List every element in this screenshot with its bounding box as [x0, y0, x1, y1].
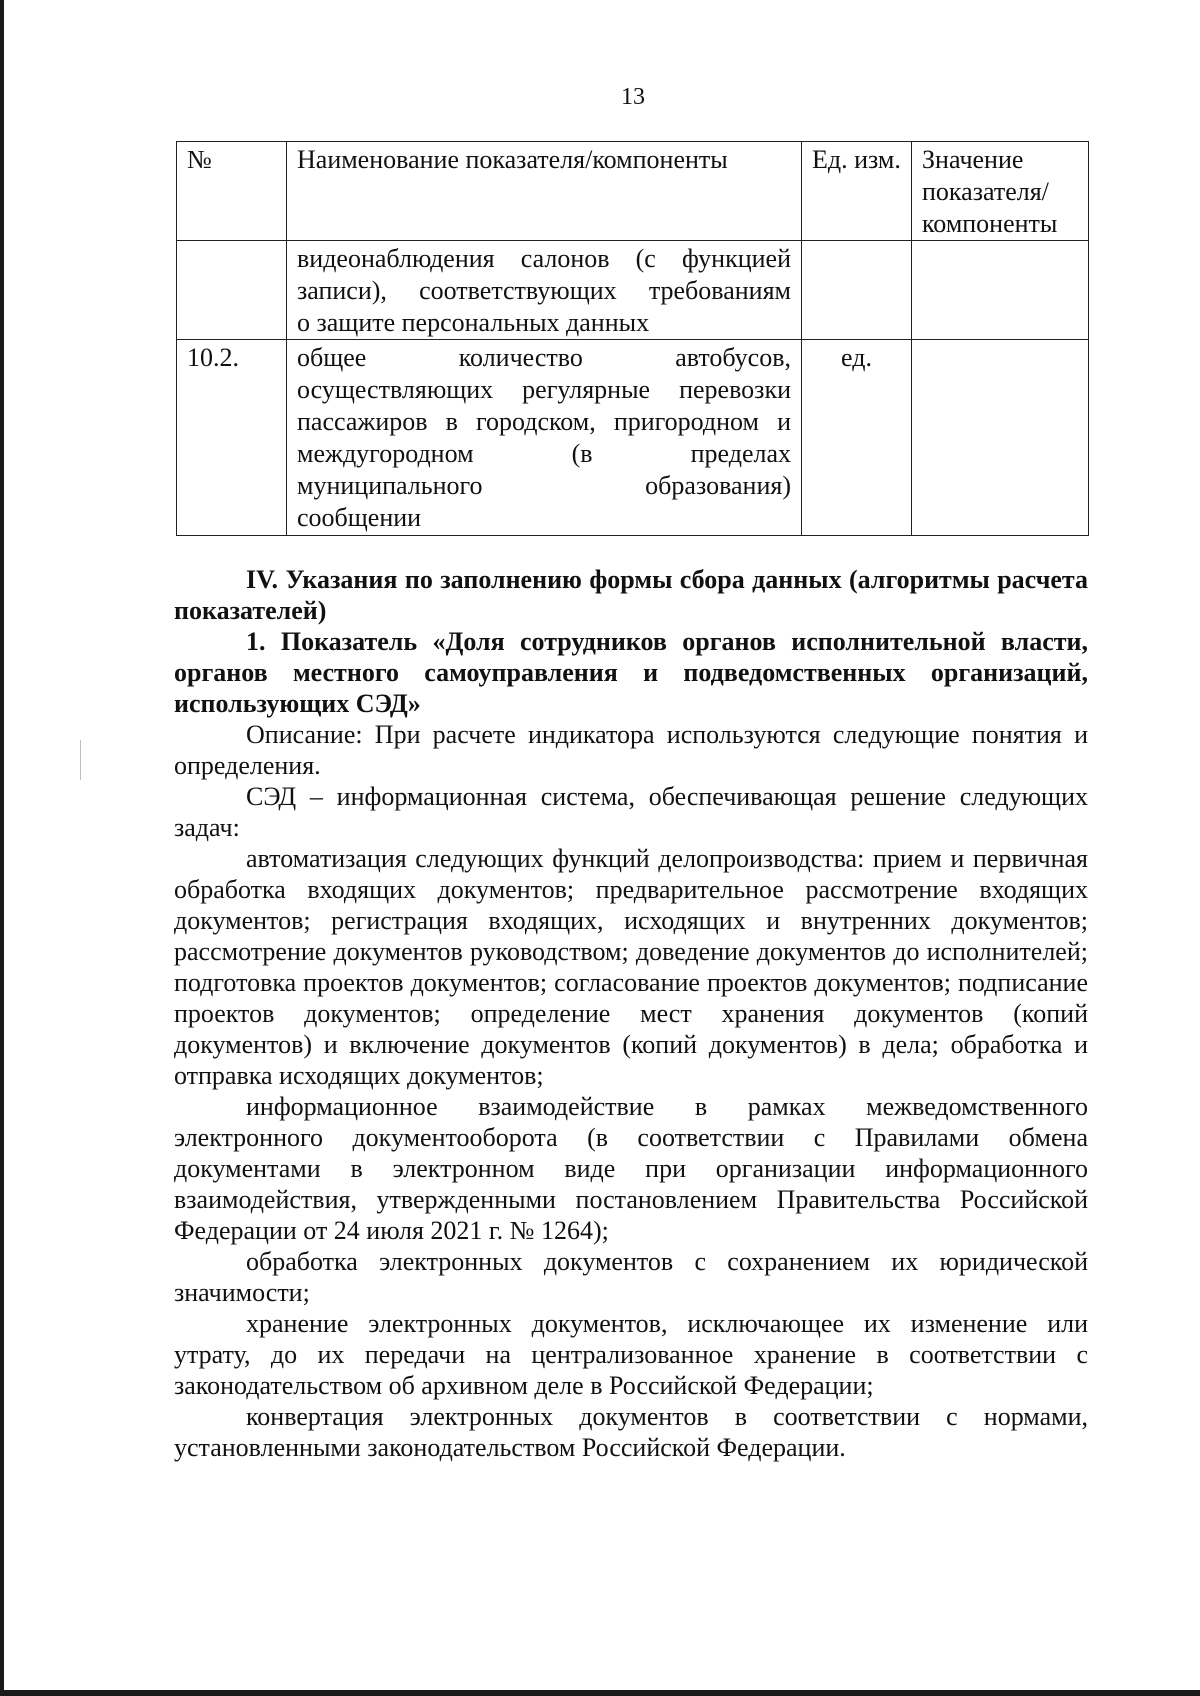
section-heading: IV. Указания по заполнению формы сбора данных (алгоритмы расчета показателей)	[174, 565, 1088, 625]
scan-border-bottom	[0, 1690, 1200, 1696]
paragraph-automation: автоматизация следующих функций делопроизводства: прием и первичная обработка входящих документов; предварительное рассмотрение входящих документов; регистрация входящих, исходящих и внутренних документов; рассмотрение документов руководством; доведение документов до исполнителей; подготовка проектов документов; согласование проектов документов; подписание проектов документов; определение мест хранения документов (копий документов) и включение документов (копий документов) в дела; обработка и отправка исходящих документов;	[174, 844, 1088, 1090]
row-value	[912, 241, 1089, 340]
row-number	[177, 241, 287, 340]
table-row	[177, 241, 1089, 340]
row-name	[287, 241, 802, 340]
indicators-table	[176, 141, 1089, 536]
row-number: 10.2.	[177, 340, 287, 536]
row-name-line: видеонаблюдения салонов (с функцией	[297, 244, 791, 273]
indicator-title: 1. Показатель «Доля сотрудников органов исполнительной власти, органов местного самоуправления и подведомственных организаций, использующих СЭД»	[174, 627, 1088, 718]
header-unit: Ед. изм.	[802, 142, 912, 241]
row-unit	[802, 241, 912, 340]
header-value: Значение показателя/ компоненты	[912, 142, 1089, 241]
header-name: Наименование показателя/компоненты	[287, 142, 802, 241]
page-number: 13	[621, 84, 645, 110]
table-header-row	[177, 142, 1089, 241]
row-name-line: осуществляющих регулярные перевозки	[297, 375, 791, 404]
row-value	[912, 340, 1089, 536]
row-name-line: записи), соответствующих требованиям	[297, 276, 791, 305]
scan-artifact	[80, 740, 81, 780]
table-row	[177, 340, 1089, 536]
row-name-line: междугородном (в пределах	[297, 439, 791, 468]
row-name-line: пассажиров в городском, пригородном и	[297, 407, 791, 436]
row-name-line: общее количество автобусов,	[297, 343, 791, 372]
paragraph-description: Описание: При расчете индикатора используются следующие понятия и определения.	[174, 720, 1088, 780]
paragraph-processing: обработка электронных документов с сохранением их юридической значимости;	[174, 1247, 1088, 1307]
row-name-line: муниципального образования)	[297, 471, 791, 500]
paragraph-sed-definition: СЭД – информационная система, обеспечивающая решение следующих задач:	[174, 782, 1088, 842]
paragraph-storage: хранение электронных документов, исключающее их изменение или утрату, до их передачи на централизованное хранение в соответствии с законодательством об архивном деле в Российской Федерации;	[174, 1309, 1088, 1400]
section-body	[174, 564, 1088, 1463]
row-name-line: сообщении	[297, 503, 422, 532]
scan-border-left	[0, 0, 4, 1696]
row-name	[287, 340, 802, 536]
row-name-line: о защите персональных данных	[297, 308, 650, 337]
header-number: №	[177, 142, 287, 241]
row-unit: ед.	[802, 340, 912, 536]
paragraph-interaction: информационное взаимодействие в рамках межведомственного электронного документооборота (в соответствии с Правилами обмена документами в электронном виде при организации информационного взаимодействия, утвержденными постановлением Правительства Российской Федерации от 24 июля 2021 г. № 1264);	[174, 1092, 1088, 1245]
paragraph-conversion: конвертация электронных документов в соответствии с нормами, установленными законодательством Российской Федерации.	[174, 1402, 1088, 1462]
